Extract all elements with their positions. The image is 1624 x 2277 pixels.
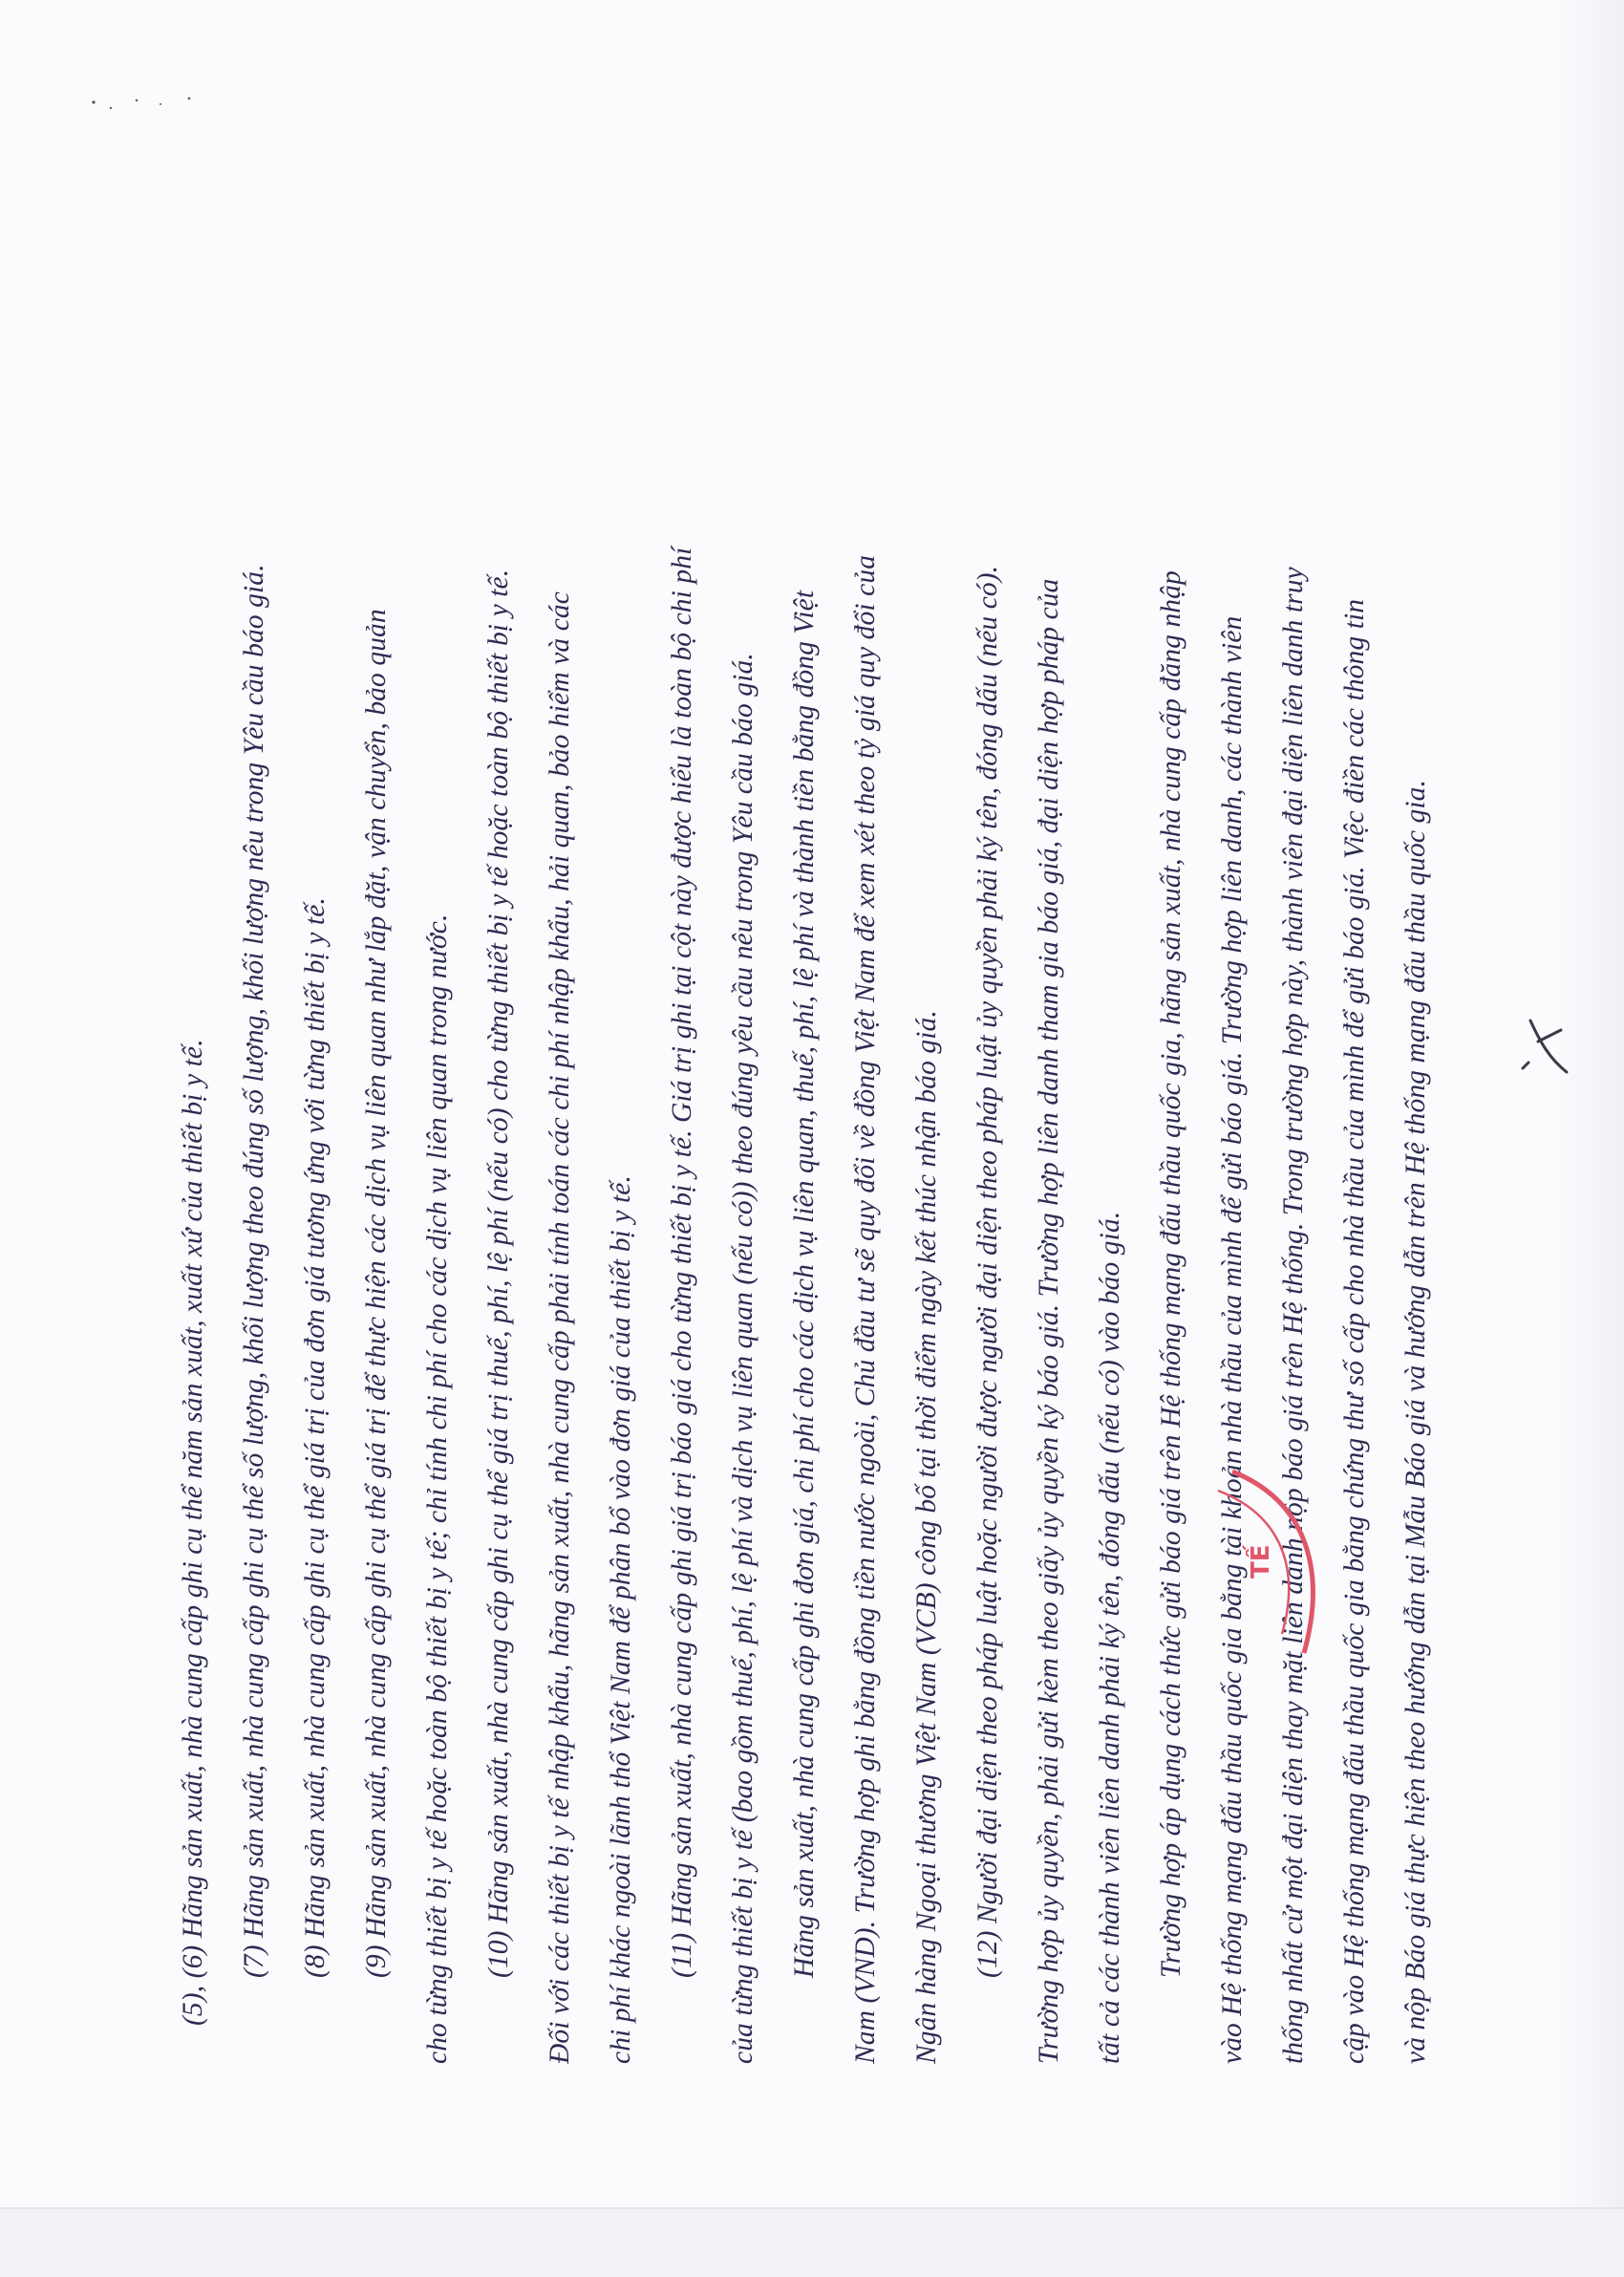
text-line: Trường hợp áp dụng cách thức gửi báo giá trên Hệ thống mạng đấu thầu quốc gia, hãng sản xuất, nhà cung cấp đăng nhập <box>1156 570 1186 1978</box>
text-line: (5), (6) Hãng sản xuất, nhà cung cấp ghi cụ thể năm sản xuất, xuất xứ của thiết bị y tế. <box>178 1039 208 2026</box>
seal-stamp <box>1213 1462 1337 1672</box>
text-line: của từng thiết bị y tế (bao gồm thuế, phí, lệ phí và dịch vụ liên quan (nếu có)) theo đúng yêu cầu nêu trong Yêu cầu báo giá. <box>728 653 759 2064</box>
text-line: (9) Hãng sản xuất, nhà cung cấp ghi cụ thể giá trị để thực hiện các dịch vụ liên quan như lắp đặt, vận chuyển, bảo quản <box>361 609 392 1978</box>
text-line: Ngân hàng Ngoại thương Việt Nam (VCB) công bố tại thời điểm ngày kết thúc nhận báo giá. <box>911 1010 942 2064</box>
text-line: Nam (VND). Trường hợp ghi bằng đồng tiền nước ngoài, Chủ đầu tư sẽ quy đổi về đồng Việt Nam để xem xét theo tỷ giá quy đổi của <box>850 554 881 2064</box>
text-line: vào Hệ thống mạng đấu thầu quốc gia bằng tài khoản nhà thầu của mình để gửi báo giá. Trường hợp liên danh, các thành viên <box>1217 615 1248 2064</box>
scan-edge-shade <box>1557 0 1624 2207</box>
text-line: (8) Hãng sản xuất, nhà cung cấp ghi cụ thể giá trị của đơn giá tương ứng với từng thiết bị y tế. <box>300 897 331 1978</box>
text-line: cho từng thiết bị y tế hoặc toàn bộ thiết bị y tế; chỉ tính chi phí cho các dịch vụ liên quan trong nước. <box>422 913 453 2064</box>
text-line: Hãng sản xuất, nhà cung cấp ghi đơn giá, chi phí cho các dịch vụ liên quan, thuế, phí, lệ phí và thành tiền bằng đồng Việt <box>789 590 820 1978</box>
text-line: Trường hợp ủy quyền, phải gửi kèm theo giấy ủy quyền ký báo giá. Trường hợp liên danh tham gia báo giá, đại diện hợp pháp của <box>1034 578 1064 2064</box>
handwritten-initial <box>1519 1013 1576 1080</box>
text-line: cập vào Hệ thống mạng đấu thầu quốc gia bằng chứng thư số cấp cho nhà thầu của mình để gửi báo giá. Việc điền các thông tin <box>1339 598 1370 2064</box>
scan-specks <box>84 91 208 119</box>
text-line: chi phí khác ngoài lãnh thổ Việt Nam để phân bổ vào đơn giá của thiết bị y tế. <box>606 1175 636 2064</box>
seal-stamp-text: TẾ <box>1247 1544 1275 1579</box>
text-line: tất cả các thành viên liên danh phải ký tên, đóng dấu (nếu có) vào báo giá. <box>1095 1211 1125 2064</box>
document-body <box>143 153 1431 2064</box>
text-line: (10) Hãng sản xuất, nhà cung cấp ghi cụ thể giá trị thuế, phí, lệ phí (nếu có) cho từng thiết bị y tế hoặc toàn bộ thiết bị y tế. <box>483 569 514 1978</box>
text-line: (11) Hãng sản xuất, nhà cung cấp ghi giá trị báo giá cho từng thiết bị y tế. Giá trị ghi tại cột này được hiểu là toàn bộ chi phí <box>667 547 697 1978</box>
text-line: (12) Người đại diện theo pháp luật hoặc người được người đại diện theo pháp luật ủy quyền phải ký tên, đóng dấu (nếu có). <box>972 565 1003 1978</box>
text-line: thống nhất cử một đại diện thay mặt liên danh nộp báo giá trên Hệ thống. Trong trường hợp này, thành viên đại diện liên danh truy <box>1278 567 1309 2064</box>
scan-bottom-margin <box>0 2207 1624 2277</box>
text-line: (7) Hãng sản xuất, nhà cung cấp ghi cụ thể số lượng, khối lượng theo đúng số lượng, khối lượng nêu trong Yêu cầu báo giá. <box>239 564 269 1978</box>
text-line: và nộp Báo giá thực hiện theo hướng dẫn tại Mẫu Báo giá và hướng dẫn trên Hệ thống mạng đấu thầu quốc gia. <box>1400 780 1431 2064</box>
text-line: Đối với các thiết bị y tế nhập khẩu, hãng sản xuất, nhà cung cấp phải tính toán các chi phí nhập khẩu, hải quan, bảo hiểm và các <box>545 591 575 2064</box>
